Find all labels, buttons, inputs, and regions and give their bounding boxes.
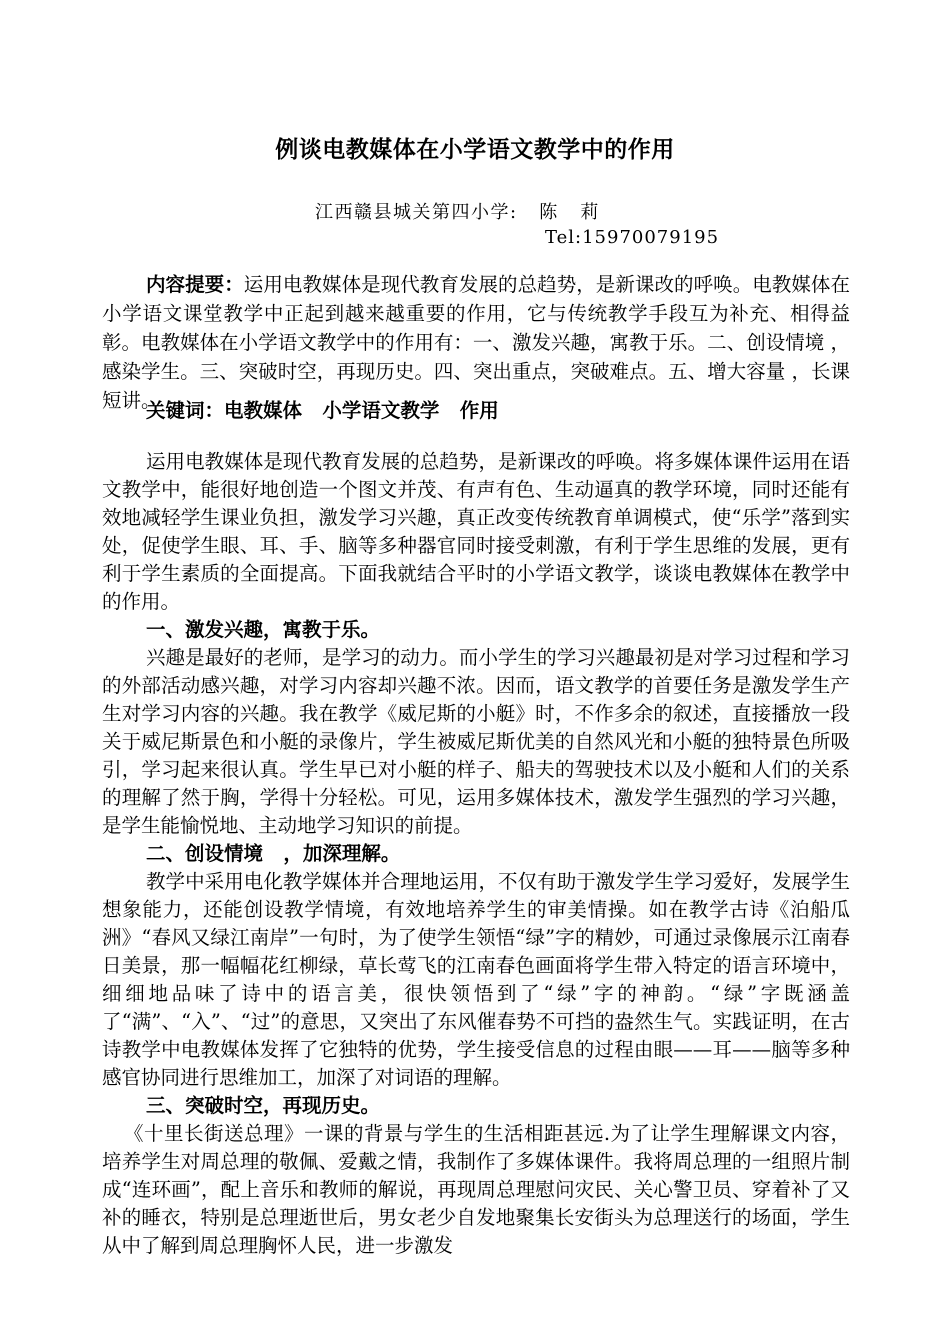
section-1-heading: 一、激发兴趣，寓教于乐。 bbox=[146, 618, 381, 641]
keywords-line: 关键词：电教媒体 小学语文教学 作用 bbox=[146, 399, 499, 422]
section-2-heading: 二、创设情境 ，加深理解。 bbox=[146, 842, 401, 865]
section-3-heading: 三、突破时空，再现历史。 bbox=[146, 1094, 381, 1117]
section-3-paragraph: 《十里长街送总理》一课的背景与学生的生活相距甚远.为了让学生理解课文内容，培养学生对周总理的敬佩、爱戴之情，我制作了多媒体课件。我将周总理的一组照片制成“连环画”，配上音乐和教师的解说，再现周总理慰问灾民、关心警卫员、穿着补了又补的睡衣，特别是总理逝世后，男女老少自发地聚集长安街头为总理送行的场面，学生从中了解到周总理胸怀人民，进一步激发 bbox=[102, 1122, 850, 1257]
document-title: 例谈电教媒体在小学语文教学中的作用 bbox=[275, 137, 675, 163]
section-2-paragraph: 教学中采用电化教学媒体并合理地运用，不仅有助于激发学生学习爱好，发展学生想象能力，还能创设教学情境，有效地培养学生的审美情操。如在教学古诗《泊船瓜洲》“春风又绿江南岸”一句时，为了使学生领悟“绿”字的精妙，可通过录像展示江南春日美景，那一幅幅花红柳绿，草长莺飞的江南春色画面将学生带入特定的语言环境中，细细地品味了诗中的语言美，很快领悟到了“绿”字的神韵。“绿”字既涵盖了“满”、“入”、“过”的意思，又突出了东风催春势不可挡的盎然生气。实践证明，在古诗教学中电教媒体发挥了它独特的优势，学生接受信息的过程由眼——耳——脑等多种感官协同进行思维加工，加深了对词语的理解。 bbox=[102, 870, 850, 1089]
abstract-paragraph bbox=[102, 270, 850, 415]
author-line: 江西赣县城关第四小学: 陈 莉 bbox=[315, 202, 600, 223]
intro-paragraph: 运用电教媒体是现代教育发展的总趋势，是新课改的呼唤。将多媒体课件运用在语文教学中，能很好地创造一个图文并茂、有声有色、生动逼真的教学环境，同时还能有效地减轻学生课业负担，激发学习兴趣，真正改变传统教育单调模式，使“乐学”落到实处，促使学生眼、耳、手、脑等多种器官同时接受刺激，有利于学生思维的发展，更有利于学生素质的全面提高。下面我就结合平时的小学语文教学，谈谈电教媒体在教学中的作用。 bbox=[102, 450, 850, 613]
body-text bbox=[102, 448, 850, 1260]
abstract-text: 运用电教媒体是现代教育发展的总趋势，是新课改的呼唤。电教媒体在小学语文课堂教学中正起到越来越重要的作用，它与传统教学手段互为补充、相得益彰。电教媒体在小学语文教学中的作用有：一、激发兴趣，寓教于乐。二、创设情境 ，感染学生。三、突破时空，再现历史。四、突出重点，突破难点。五、增大容量 ，长课短讲。 bbox=[102, 273, 850, 412]
tel-line: Tel:15970079195 bbox=[545, 227, 720, 248]
section-1-paragraph: 兴趣是最好的老师，是学习的动力。而小学生的学习兴趣最初是对学习过程和学习的外部活动感兴趣，对学习内容却兴趣不浓。因而，语文教学的首要任务是激发学生产生对学习内容的兴趣。我在教学《威尼斯的小艇》时，不作多余的叙述，直接播放一段关于威尼斯景色和小艇的录像片，学生被威尼斯优美的自然风光和小艇的独特景色所吸引，学习起来很认真。学生早已对小艇的样子、船夫的驾驶技术以及小艇和人们的关系的理解了然于胸，学得十分轻松。可见，运用多媒体技术，激发学生强烈的学习兴趣，是学生能愉悦地、主动地学习知识的前提。 bbox=[102, 646, 850, 837]
abstract-label: 内容提要： bbox=[146, 273, 244, 296]
